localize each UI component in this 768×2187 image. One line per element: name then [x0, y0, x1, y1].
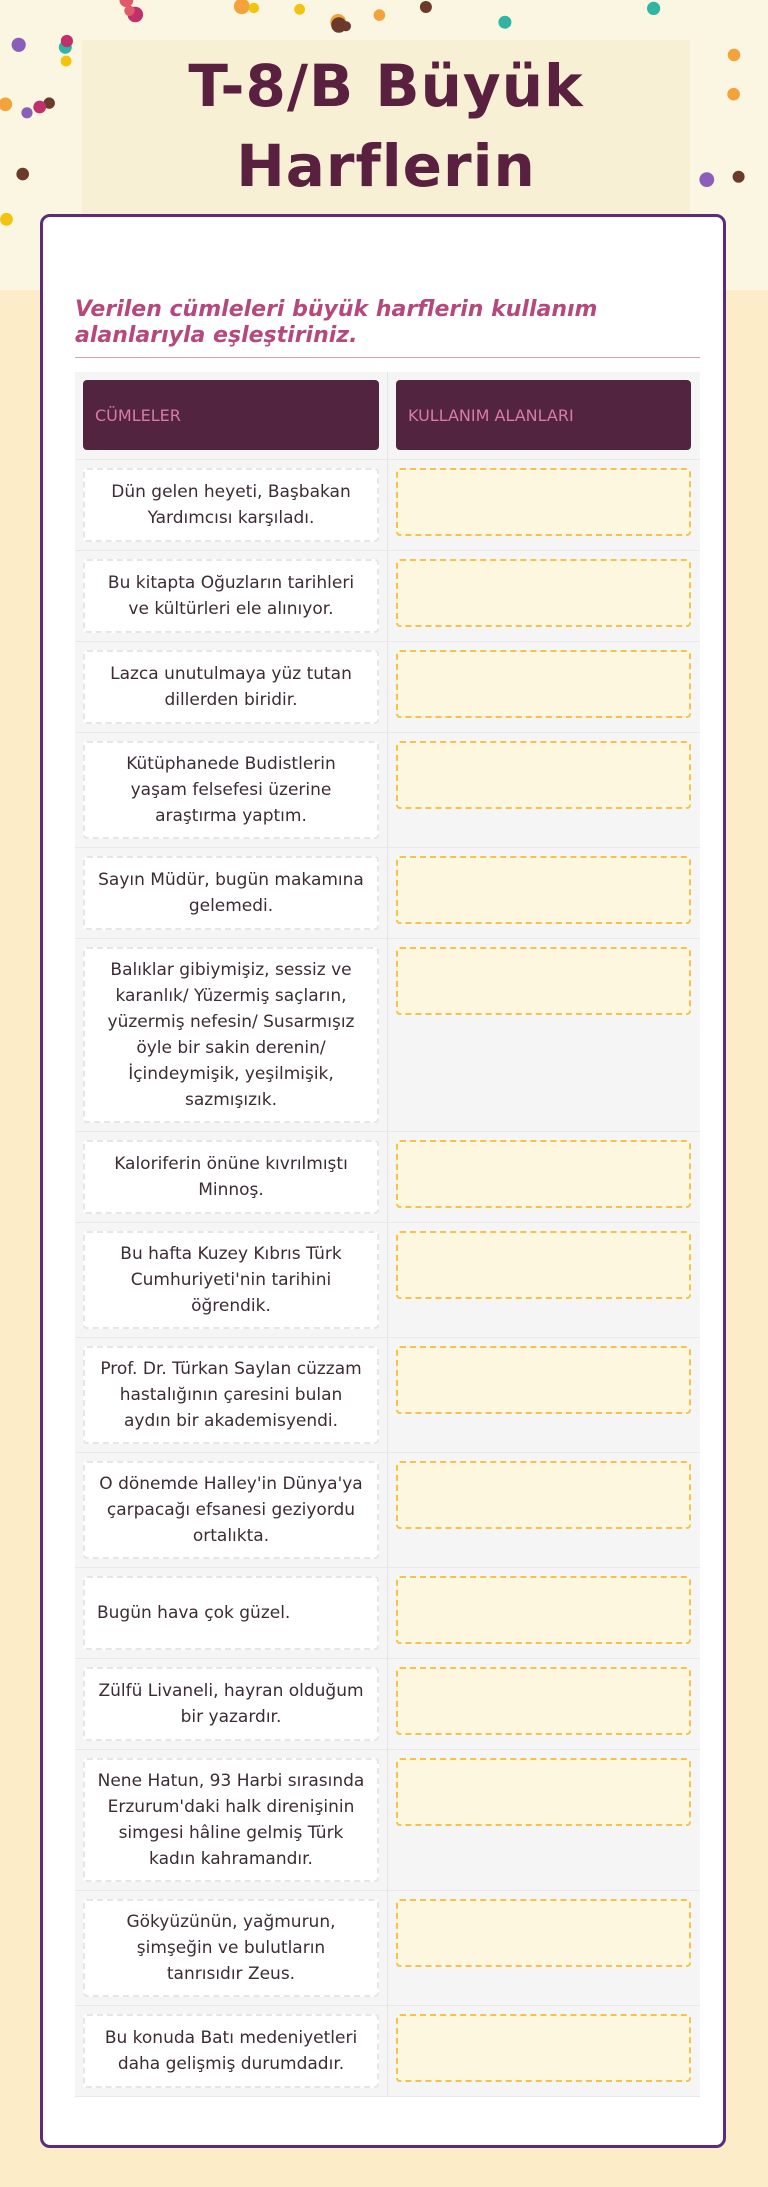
drop-zone[interactable] [396, 1346, 691, 1414]
drop-cell [387, 733, 699, 847]
drop-zone[interactable] [396, 1461, 691, 1529]
confetti-dot [331, 17, 346, 32]
confetti-dot [647, 2, 660, 15]
drop-zone[interactable] [396, 1231, 691, 1299]
sentence-card[interactable]: Bu hafta Kuzey Kıbrıs Türk Cumhuriyeti'nin tarihini öğrendik. [83, 1231, 379, 1329]
sentence-cell [75, 1338, 387, 1452]
sentence-cell [75, 551, 387, 641]
table-row [75, 1891, 700, 2006]
sentence-cell [75, 733, 387, 847]
drop-cell [387, 2006, 699, 2096]
table-row [75, 733, 700, 848]
table-row [75, 1338, 700, 1453]
confetti-dot [294, 4, 305, 15]
sentence-card[interactable]: Prof. Dr. Türkan Saylan cüzzam hastalığının çaresini bulan aydın bir akademisyendi. [83, 1346, 379, 1444]
sentence-card[interactable]: Kaloriferin önüne kıvrılmıştı Minnoş. [83, 1140, 379, 1214]
instruction-text: Verilen cümleleri büyük harflerin kullanım alanlarıyla eşleştiriniz. [75, 297, 700, 358]
confetti-dot [727, 88, 740, 101]
drop-zone[interactable] [396, 741, 691, 809]
sentence-cell [75, 1453, 387, 1567]
title-banner [82, 40, 690, 220]
sentence-cell [75, 1223, 387, 1337]
drop-cell [387, 1750, 699, 1890]
sentence-cell [75, 1891, 387, 2005]
table-body [75, 460, 700, 2097]
confetti-dot [249, 3, 259, 13]
confetti-dot [728, 49, 741, 62]
drop-zone[interactable] [396, 1899, 691, 1967]
sentence-cell [75, 642, 387, 732]
sentence-card[interactable]: Bu konuda Batı medeniyetleri daha gelişmiş durumdadır. [83, 2014, 379, 2088]
drop-zone[interactable] [396, 468, 691, 536]
table-row [75, 551, 700, 642]
confetti-dot [234, 0, 250, 14]
drop-cell [387, 939, 699, 1131]
sentences-header: CÜMLELER [83, 380, 379, 450]
confetti-dot [21, 107, 32, 118]
drop-zone[interactable] [396, 856, 691, 924]
sentence-cell [75, 939, 387, 1131]
sentence-card[interactable]: Kütüphanede Budistlerin yaşam felsefesi üzerine araştırma yaptım. [83, 741, 379, 839]
drop-zone[interactable] [396, 1667, 691, 1735]
drop-cell [387, 1891, 699, 2005]
matching-table [75, 372, 700, 2097]
confetti-dot [733, 171, 745, 183]
drop-cell [387, 551, 699, 641]
sentence-card[interactable]: Bugün hava çok güzel. [83, 1576, 379, 1650]
confetti-dot [12, 38, 26, 52]
table-row [75, 1453, 700, 1568]
drop-cell [387, 1568, 699, 1658]
usage-areas-header: KULLANIM ALANLARI [396, 380, 691, 450]
sentence-card[interactable]: Dün gelen heyeti, Başbakan Yardımcısı karşıladı. [83, 468, 379, 542]
table-row [75, 1659, 700, 1750]
table-row [75, 1568, 700, 1659]
drop-zone[interactable] [396, 650, 691, 718]
sentence-cell [75, 2006, 387, 2096]
table-row [75, 460, 700, 551]
drop-cell [387, 1659, 699, 1749]
table-row [75, 2006, 700, 2097]
drop-cell [387, 1338, 699, 1452]
drop-cell [387, 1132, 699, 1222]
table-row [75, 939, 700, 1132]
table-row [75, 848, 700, 939]
confetti-dot [0, 98, 12, 112]
header-cell-right [387, 372, 699, 459]
drop-zone[interactable] [396, 1576, 691, 1644]
sentence-card[interactable]: Zülfü Livaneli, hayran olduğum bir yazardır. [83, 1667, 379, 1741]
confetti-dot [420, 1, 432, 13]
table-row [75, 1750, 700, 1891]
sentence-card[interactable]: Sayın Müdür, bugün makamına gelemedi. [83, 856, 379, 930]
confetti-dot [0, 213, 13, 226]
drop-cell [387, 460, 699, 550]
confetti-dot [61, 56, 72, 67]
sentence-card[interactable]: Nene Hatun, 93 Harbi sırasında Erzurum'daki halk direnişinin simgesi hâline gelmiş Türk kadın kahramandır. [83, 1758, 379, 1882]
drop-cell [387, 1453, 699, 1567]
sentence-cell [75, 1659, 387, 1749]
sentence-card[interactable]: Bu kitapta Oğuzların tarihleri ve kültürleri ele alınıyor. [83, 559, 379, 633]
page-title: T-8/B Büyük Harflerin [188, 52, 584, 200]
sentence-cell [75, 1132, 387, 1222]
drop-cell [387, 1223, 699, 1337]
table-row [75, 1132, 700, 1223]
confetti-dot [61, 35, 73, 47]
table-row [75, 642, 700, 733]
sentence-card[interactable]: Gökyüzünün, yağmurun, şimşeğin ve bulutların tanrısıdır Zeus. [83, 1899, 379, 1997]
header-cell-left [75, 372, 387, 459]
drop-cell [387, 642, 699, 732]
drop-zone[interactable] [396, 2014, 691, 2082]
confetti-dot [374, 9, 386, 21]
table-row [75, 1223, 700, 1338]
sentence-card[interactable]: Lazca unutulmaya yüz tutan dillerden biridir. [83, 650, 379, 724]
sentence-cell [75, 1568, 387, 1658]
drop-cell [387, 848, 699, 938]
confetti-dot [16, 168, 29, 181]
table-header-row [75, 372, 700, 460]
drop-zone[interactable] [396, 1140, 691, 1208]
drop-zone[interactable] [396, 947, 691, 1015]
confetti-dot [498, 16, 511, 29]
drop-zone[interactable] [396, 559, 691, 627]
drop-zone[interactable] [396, 1758, 691, 1826]
sentence-card[interactable]: O dönemde Halley'in Dünya'ya çarpacağı efsanesi geziyordu ortalıkta. [83, 1461, 379, 1559]
sentence-card[interactable]: Balıklar gibiymişiz, sessiz ve karanlık/ Yüzermiş saçların, yüzermiş nefesin/ Susarmışız öyle bir sakin derenin/ İçindeymişik, yeşilmişik, sazmışızık. [83, 947, 379, 1123]
worksheet-card [40, 214, 726, 2148]
sentence-cell [75, 1750, 387, 1890]
sentence-cell [75, 848, 387, 938]
confetti-dot [33, 101, 46, 114]
confetti-dot [699, 172, 714, 187]
sentence-cell [75, 460, 387, 550]
